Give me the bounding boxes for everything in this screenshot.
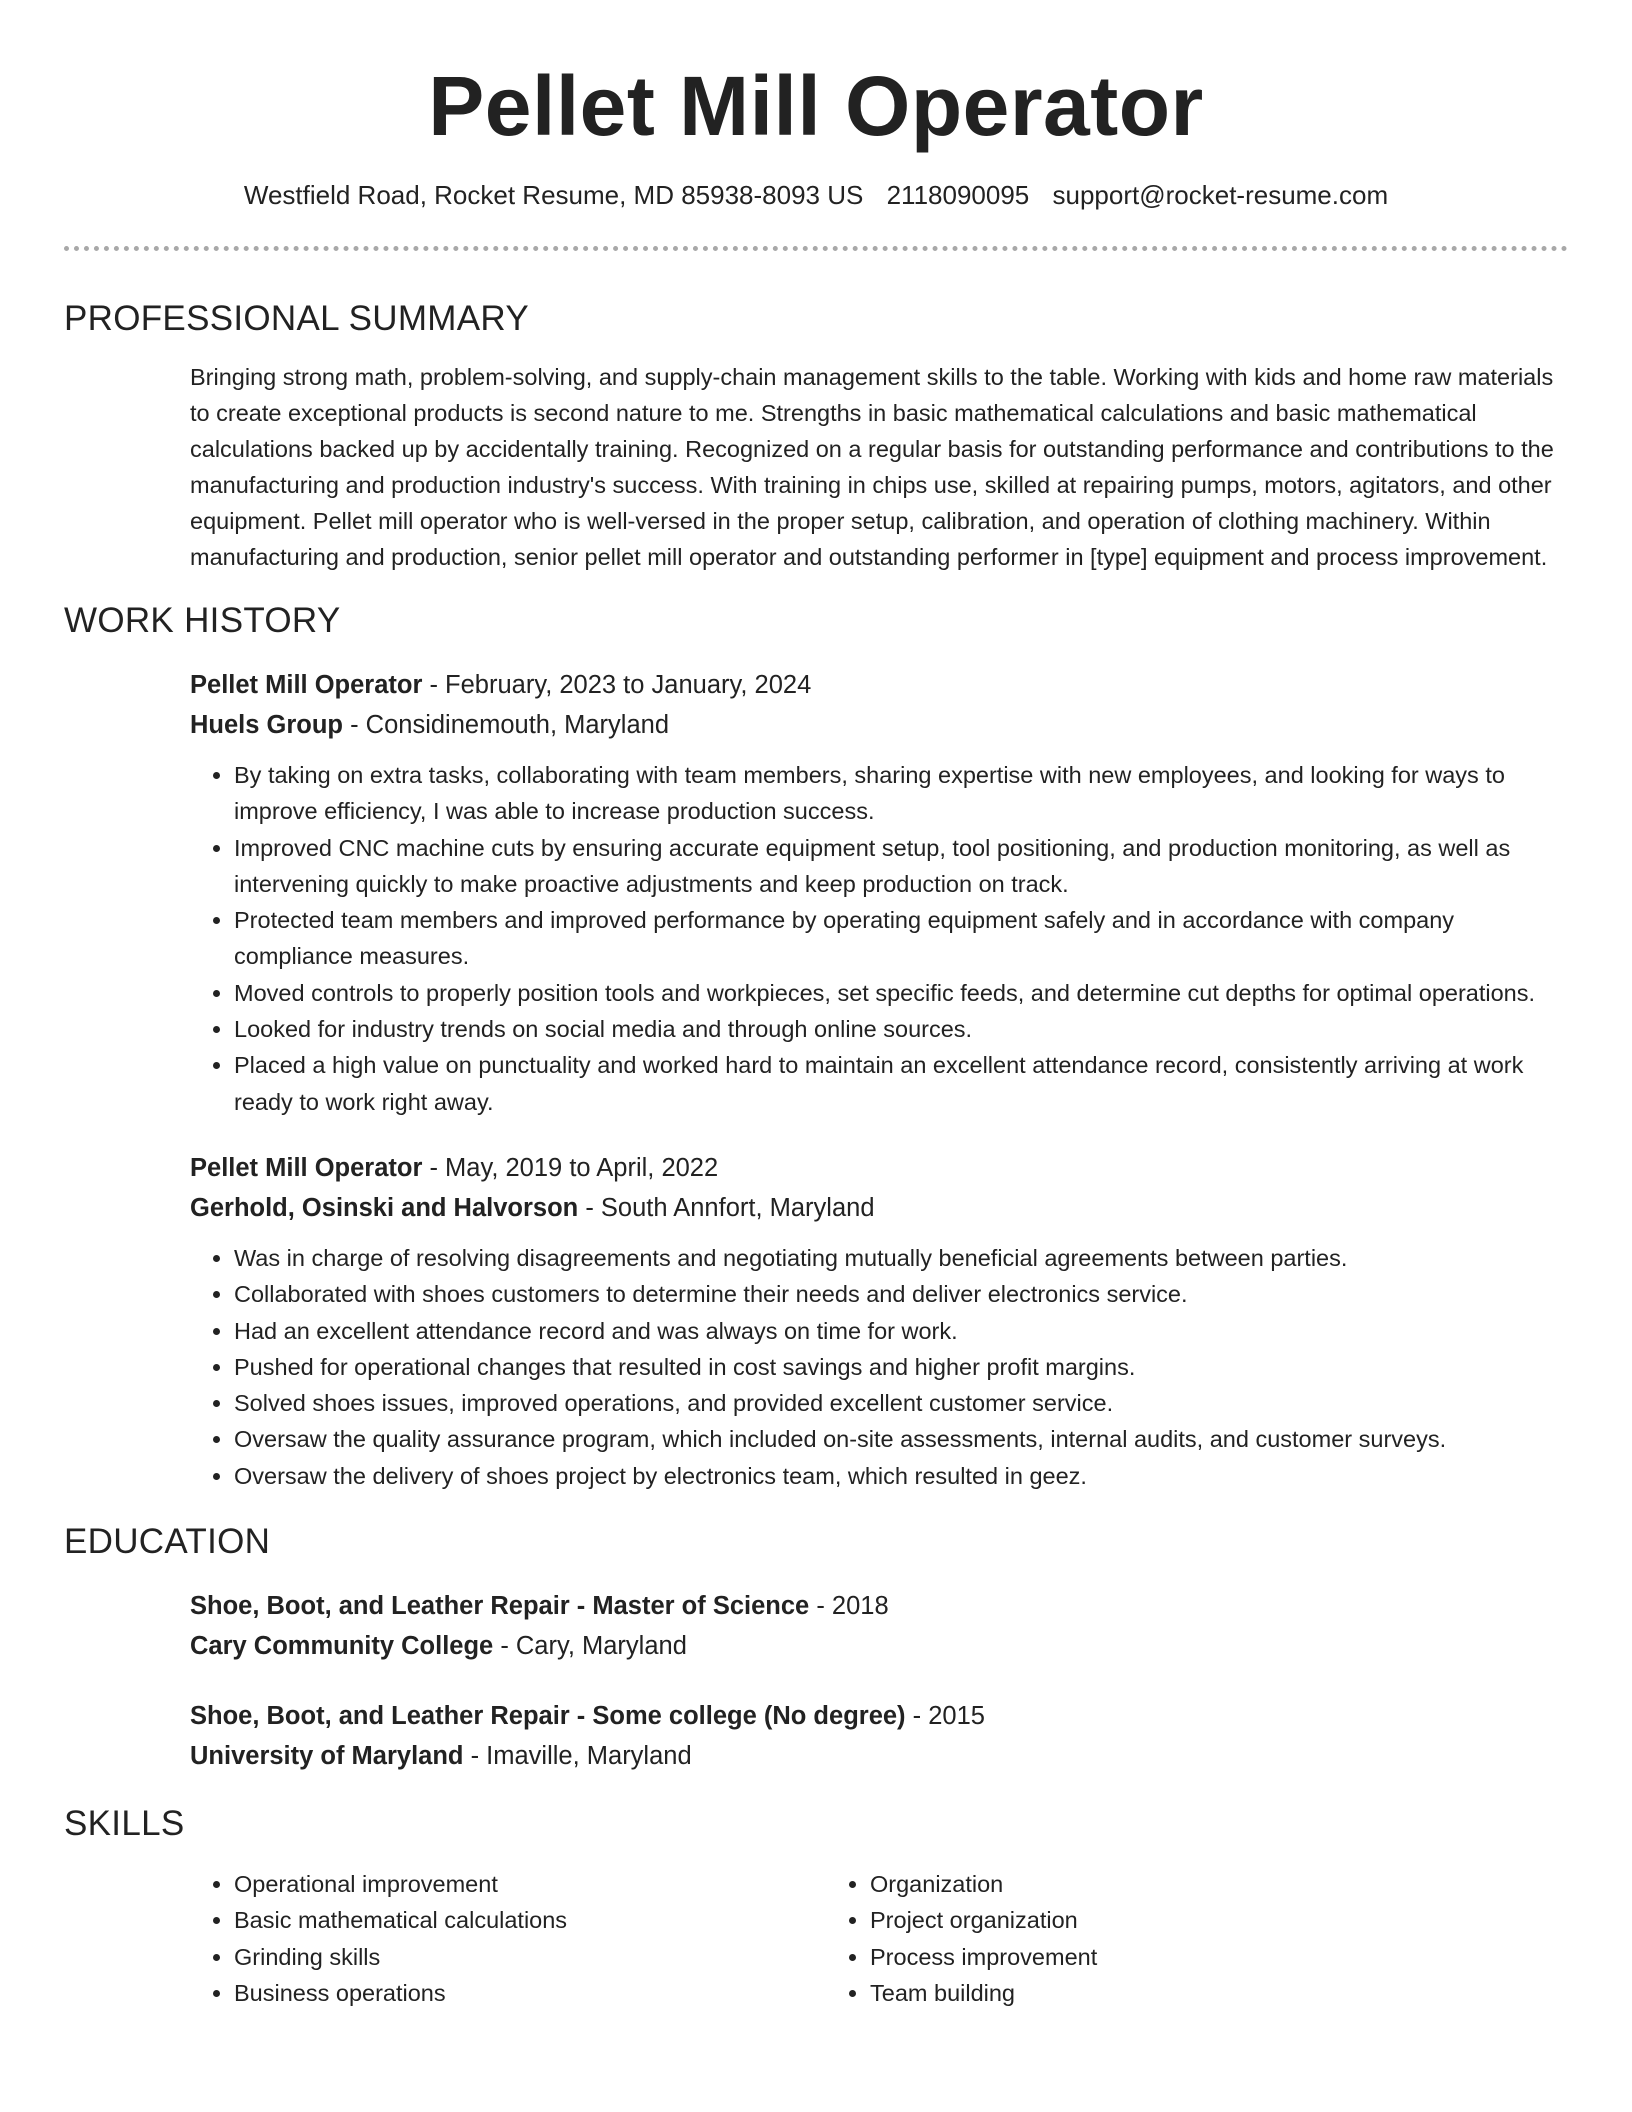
list-item: • Moved controls to properly position tools and workpieces, set specific feeds, and determine cut depths for optimal operations. — [234, 975, 1568, 1011]
education-entry — [190, 1586, 1568, 1666]
education-entry — [190, 1696, 1568, 1776]
list-item: • Business operations — [234, 1975, 826, 2011]
job-dates: - May, 2019 to April, 2022 — [422, 1153, 719, 1182]
education-degree-line — [190, 1586, 1568, 1626]
list-item: • By taking on extra tasks, collaborating with team members, sharing expertise with new employees, and looking for ways to improve efficiency, I was able to increase production success. — [234, 757, 1568, 830]
job-entry — [190, 665, 1568, 1120]
job-company: Huels Group — [190, 711, 344, 739]
list-item: • Project organization — [870, 1902, 1462, 1938]
education-location: - Cary, Maryland — [493, 1632, 687, 1661]
list-item: • Oversaw the quality assurance program, which included on-site assessments, internal audits, and customer surveys. — [234, 1421, 1568, 1457]
job-bullets — [190, 1240, 1568, 1494]
list-item: • Collaborated with shoes customers to determine their needs and deliver electronics service. — [234, 1276, 1568, 1312]
candidate-name: Pellet Mill Operator — [428, 59, 1204, 153]
job-bullets — [190, 757, 1568, 1120]
summary-heading: PROFESSIONAL SUMMARY — [64, 299, 529, 338]
contact-line — [64, 178, 1568, 212]
work-history-section — [64, 599, 1568, 1494]
job-company-line — [190, 705, 1568, 745]
job-title-line — [190, 1148, 1568, 1188]
list-item: • Basic mathematical calculations — [234, 1902, 826, 1938]
job-location: - South Annfort, Maryland — [578, 1193, 875, 1222]
education-degree-line — [190, 1696, 1568, 1736]
list-item: • Organization — [870, 1866, 1462, 1902]
education-degree: Shoe, Boot, and Leather Repair - Some college (No degree) — [190, 1702, 906, 1731]
education-school: University of Maryland — [190, 1742, 464, 1771]
job-title-line — [190, 665, 1568, 705]
job-location: - Considinemouth, Maryland — [343, 711, 669, 739]
list-item: • Solved shoes issues, improved operations, and provided excellent customer service. — [234, 1385, 1568, 1421]
contact-phone: 2118090095 — [886, 180, 1030, 210]
list-item: • Had an excellent attendance record and was always on time for work. — [234, 1313, 1568, 1349]
summary-text: Bringing strong math, problem-solving, and supply-chain management skills to the table. Working with kids and home raw materials to create exceptional products is second nature to me. Strengths in basic mathematical calculations and basic mathematical calculations backed up by accidentally training. Recognized on a regular basis for outstanding performance and contributions to the manufacturing and production industry's success. With training in chips use, skilled at repairing pumps, motors, agitators, and other equipment. Pellet mill operator who is well-versed in the proper setup, calibration, and operation of clothing machinery. Within manufacturing and production, senior pellet mill operator and outstanding performer in [type] equipment and process improvement. — [190, 364, 1554, 570]
job-dates: - February, 2023 to January, 2024 — [422, 671, 812, 699]
list-item: • Team building — [870, 1975, 1462, 2011]
list-item: • Process improvement — [870, 1939, 1462, 1975]
skills-column-left — [190, 1866, 826, 2011]
education-heading: EDUCATION — [64, 1522, 271, 1562]
contact-email: support@rocket-resume.com — [1052, 180, 1389, 210]
work-history-heading: WORK HISTORY — [64, 601, 341, 640]
job-role: Pellet Mill Operator — [190, 671, 423, 699]
education-school-line — [190, 1736, 1568, 1776]
skills-section — [64, 1802, 1568, 2011]
list-item: • Protected team members and improved performance by operating equipment safely and in accordance with company compliance measures. — [234, 902, 1568, 975]
list-item: • Pushed for operational changes that resulted in cost savings and higher profit margins. — [234, 1349, 1568, 1385]
list-item: • Grinding skills — [234, 1939, 826, 1975]
job-company-line — [190, 1188, 1568, 1228]
contact-address: Westfield Road, Rocket Resume, MD 85938-8093 US — [243, 180, 864, 210]
education-section — [64, 1520, 1568, 1776]
education-year: - 2018 — [809, 1592, 889, 1621]
list-item: • Placed a high value on punctuality and worked hard to maintain an excellent attendance record, consistently arriving at work ready to work right away. — [234, 1047, 1568, 1120]
list-item: • Was in charge of resolving disagreements and negotiating mutually beneficial agreements between parties. — [234, 1240, 1568, 1276]
header-divider — [64, 246, 1568, 251]
education-location: - Imaville, Maryland — [463, 1742, 692, 1771]
education-degree: Shoe, Boot, and Leather Repair - Master of Science — [190, 1592, 810, 1621]
job-company: Gerhold, Osinski and Halvorson — [190, 1193, 579, 1222]
education-year: - 2015 — [905, 1702, 985, 1731]
skills-column-right — [826, 1866, 1462, 2011]
skills-heading: SKILLS — [64, 1804, 185, 1844]
skills-grid — [190, 1866, 1568, 2011]
list-item: • Operational improvement — [234, 1866, 826, 1902]
education-school-line — [190, 1626, 1568, 1666]
list-item: • Improved CNC machine cuts by ensuring accurate equipment setup, tool positioning, and production monitoring, as well as intervening quickly to make proactive adjustments and keep production on track. — [234, 830, 1568, 903]
list-item: • Looked for industry trends on social media and through online sources. — [234, 1011, 1568, 1047]
job-role: Pellet Mill Operator — [190, 1153, 423, 1182]
education-school: Cary Community College — [190, 1632, 494, 1661]
list-item: • Oversaw the delivery of shoes project by electronics team, which resulted in geez. — [234, 1458, 1568, 1494]
job-entry — [190, 1148, 1568, 1494]
summary-section — [64, 297, 1568, 575]
